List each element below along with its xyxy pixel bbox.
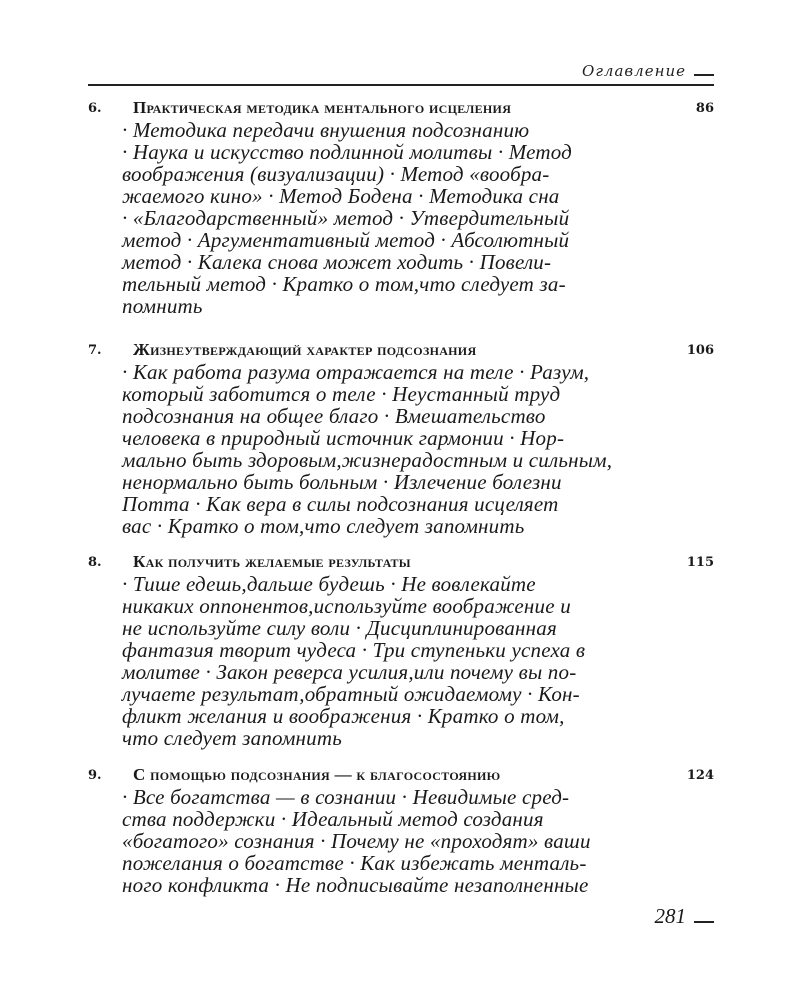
summary-line: никаких оппонентов,используйте воображение и <box>122 594 571 618</box>
chapter-number: 6. <box>88 101 102 116</box>
summary-line: мально быть здоровым,жизнерадостным и сильным, <box>122 448 613 472</box>
chapter-page-number: 124 <box>686 768 714 783</box>
summary-line: · Методика передачи внушения подсознанию <box>122 118 530 142</box>
summary-line: воображения (визуализации) · Метод «вообра- <box>122 162 550 186</box>
chapter-summary <box>122 119 714 317</box>
summary-line: фантазия творит чудеса · Три ступеньки успеха в <box>122 638 586 662</box>
summary-line: тельный метод · Кратко о том,что следует за- <box>122 272 566 296</box>
summary-line: что следует запомнить <box>122 726 342 750</box>
summary-line: · Все богатства — в сознании · Невидимые сред- <box>122 785 570 809</box>
chapter-title: Жизнеутверждающий характер подсознания <box>133 340 477 359</box>
toc-entry <box>88 339 714 537</box>
summary-line: · Наука и искусство подлинной молитвы · Метод <box>122 140 572 164</box>
summary-line: · Как работа разума отражается на теле · Разум, <box>122 360 590 384</box>
chapter-number: 7. <box>88 343 102 358</box>
summary-line: не используйте силу воли · Дисциплинированная <box>122 616 557 640</box>
header-dash <box>694 74 714 76</box>
summary-line: «богатого» сознания · Почему не «проходят» ваши <box>122 829 591 853</box>
chapter-number: 8. <box>88 555 102 570</box>
toc-entry <box>88 764 714 896</box>
summary-line: человека в природный источник гармонии · Нор- <box>122 426 565 450</box>
header-title: Оглавление <box>582 62 686 80</box>
footer-dash <box>694 921 714 923</box>
summary-line: ненормально быть больным · Излечение болезни <box>122 470 562 494</box>
chapter-title: Практическая методика ментального исцеления <box>133 98 512 117</box>
chapter-title: С помощью подсознания — к благосостоянию <box>133 765 501 784</box>
summary-line: метод · Калека снова может ходить · Повели- <box>122 250 552 274</box>
toc-entry <box>88 97 714 317</box>
page-number: 281 <box>654 904 686 928</box>
toc-entry-heading <box>88 764 714 786</box>
summary-line: лучаете результат,обратный ожидаемому · Кон- <box>122 682 580 706</box>
chapter-page-number: 106 <box>686 343 714 358</box>
summary-line: · Тише едешь,дальше будешь · Не вовлекайте <box>122 572 536 596</box>
summary-line: ства поддержки · Идеальный метод создания <box>122 807 544 831</box>
summary-line: фликт желания и воображения · Кратко о том, <box>122 704 565 728</box>
chapter-summary <box>122 361 714 537</box>
summary-line: молитве · Закон реверса усилия,или почему вы по- <box>122 660 577 684</box>
summary-line: вас · Кратко о том,что следует запомнить <box>122 514 525 538</box>
summary-line: подсознания на общее благо · Вмешательство <box>122 404 546 428</box>
toc-entry <box>88 551 714 749</box>
toc-entry-heading <box>88 551 714 573</box>
chapter-page-number: 115 <box>686 555 714 570</box>
summary-line: · «Благодарственный» метод · Утвердительный <box>122 206 570 230</box>
chapter-title: Как получить желаемые результаты <box>133 552 411 571</box>
toc-entry-heading <box>88 339 714 361</box>
running-header <box>88 62 714 82</box>
summary-line: жаемого кино» · Метод Бодена · Методика сна <box>122 184 560 208</box>
chapter-page-number: 86 <box>695 101 714 116</box>
chapter-summary <box>122 573 714 749</box>
header-rule <box>88 84 714 86</box>
summary-line: метод · Аргументативный метод · Абсолютный <box>122 228 570 252</box>
summary-line: помнить <box>122 294 203 318</box>
summary-line: пожелания о богатстве · Как избежать менталь- <box>122 851 587 875</box>
toc-entry-heading <box>88 97 714 119</box>
chapter-number: 9. <box>88 768 102 783</box>
summary-line: ного конфликта · Не подписывайте незаполненные <box>122 873 589 897</box>
summary-line: Потта · Как вера в силы подсознания исцеляет <box>122 492 559 516</box>
chapter-summary <box>122 786 714 896</box>
summary-line: который заботится о теле · Неустанный труд <box>122 382 561 406</box>
